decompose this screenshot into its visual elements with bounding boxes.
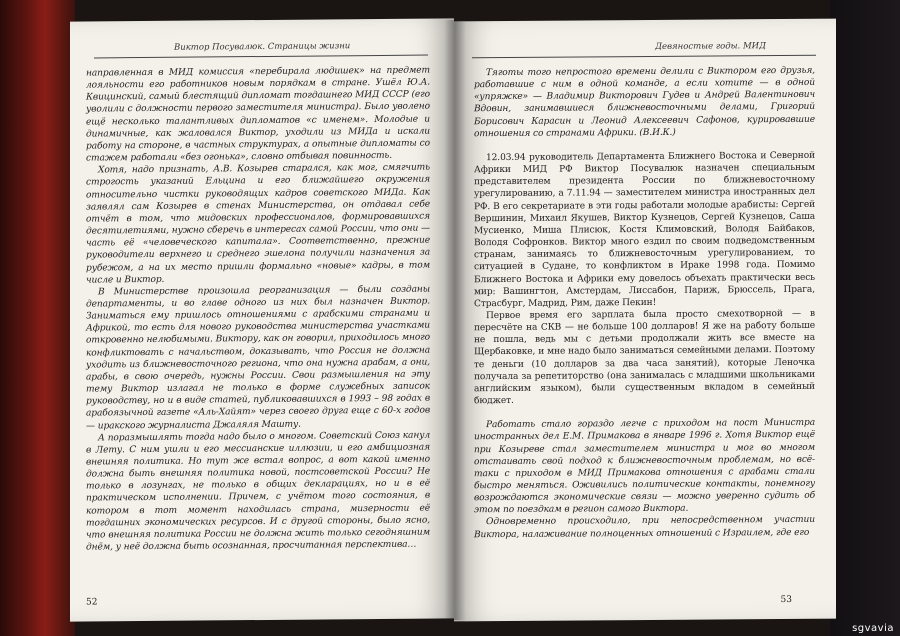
paragraph: В Министерстве произошла реорганизация — были созданы департаменты, и во главе одного из них был назначен Виктор. Заниматься ему пришлось отношениями с арабскими странами и Африкой, то есть для нового руководства министерства участками откровенно нелюбимыми. Виктору, как он говорил, приходилось много конфликтовать с начальством, доказывать, что Россия не должна уходить из ближневосточного региона, что она нужна арабам, а они, арабы, в свою очередь, нужны России. Свои размышления на эту тему Виктор излагал не только в форме служебных записок руководству, но и в виде статей, публиковавшихся в 1993 – 98 годах в арабоязычной газете «Аль-Хайят» через своего друга еще с 60-х годов — иракского журналиста Джаляля Машту. (86, 284, 430, 432)
head-rule-right (472, 55, 816, 58)
italic-quote-block: Тяготы того непростого времени делили с Виктором его друзья, работавшие с ним в одной команде, а если хотите — в одной «упряжке» — Владимир Викторович Гудев и Андрей Валентинович Вдовин, занимавшиеся ближневосточными делами, Григорий Борисович Карасин и Леонид Алексеевич Сафонов, курировавшие отношения со странами Африки. (В.И.К.) (474, 65, 815, 139)
watermark: sgvavia (852, 623, 894, 634)
paragraph: Хотя, надо признать, А.В. Козырев старался, как мог, смягчить строгость указаний Ельцина и его ближайшего окружения относительно чистки руководящих кадров советского МИДа. Как заявлял сам Козырев в стенах Министерства, он отдавал себе отчёт в том, что мидовских профессионалов, формировавшихся десятилетиями, нужно сберечь в интересах самой России, что они — часть её «человеческого капитала». Соответственно, прежние руководители верхнего и среднего эшелона получили назначения за рубежом, а на их место пришли формально «новые» кадры, в том числе и Виктор. (86, 162, 430, 286)
paragraph: Работать стало гораздо легче с приходом на пост Министра иностранных дел Е.М. Примакова в январе 1996 г. Хотя Виктор ещё при Козыреве стал заместителем министра и мог во многом отстаивать свой подход к ближневосточным проблемам, но всё-таки с приходом в МИД Примакова отношения с арабами стали быстро меняться. Оживились политические контакты, понемногу возрождаются экономические связи — можно уверенно судить об этом по поездкам в регион самого Виктора. (474, 418, 815, 516)
left-page (70, 18, 454, 621)
head-rule-left (94, 55, 428, 59)
paragraph: А поразмышлять тогда надо было о многом. Советский Союз канул в Лету. С ним ушли и его мессианские иллюзии, и его амбициозная внешняя политика. Но тут же встал вопрос, а вот какой именно должна быть внешняя политика новой, постсоветской России? Не только в лозунгах, не только в общих декларациях, но и в её практическом исполнении. Причем, с учётом того состояния, в котором в тот момент находилась страна, мизерности её тогдашних экономических ресурсов. И с другой стороны, было ясно, что внешняя политика России не должна жить только сегодняшним днём, у неё должна быть осознанная, просчитанная перспектива… (86, 430, 430, 553)
paragraph: Первое время его зарплата была просто смехотворной — в пересчёте на СКВ — не больше 100 долларов! Я же на работу больше не пошла, ведь мы с детьми продолжали жить все вместе на Щербаковке, и мне надо было заниматься семейными делами. Поэтому те деньги (10 долларов за два часа занятий), которые Леночка получала за репетиторство (она занималась с младшими школьниками английским языком), были существенным вкладом в семейный бюджет. (474, 308, 815, 407)
running-head-left: Виктор Посувалюк. Страницы жизни (174, 41, 351, 53)
background-left (0, 0, 75, 636)
right-page-body (474, 65, 815, 541)
book-gutter (444, 20, 466, 620)
background-right (830, 0, 900, 636)
page-number-right: 53 (780, 594, 792, 606)
page-number-left: 52 (86, 597, 98, 608)
paragraph: Одновременно происходило, при непосредственном участии Виктора, налаживание полноценных отношений с Израилем, где его (474, 515, 815, 540)
running-head-right: Девяностые годы. МИД (655, 41, 766, 52)
paragraph: 12.03.94 руководитель Департамента Ближнего Востока и Северной Африки МИД РФ Виктор Посувалюк назначен специальным представителем президента России по ближневосточному урегулированию, а 7.11.94 — заместителем министра иностранных дел РФ. В его секретариате в эти годы работали молодые арабисты: Сергей Вершинин, Михаил Якушев, Виктор Кузнецов, Сергей Кузнецов, Саша Мусиенко, Миша Плисюк, Костя Климовский, Володя Байбаков, Володя Софронков. Виктор много ездил по своим подведомственным странам, занимаясь то ближневосточным урегулированием, то ситуацией в Судане, то конфликтом в Ираке 1998 года. Помимо Ближнего Востока и Африки ему довелось объехать практически весь мир: Вашингтон, Амстердам, Лиссабон, Париж, Брюссель, Прага, Страсбург, Мадрид, Рим, даже Пекин! (474, 150, 815, 310)
left-page-body (86, 65, 430, 554)
paragraph: направленная в МИД комиссия «перебирала людишек» на предмет лояльности его работников новым порядкам в стране. Ушёл Ю.А. Квицинский, самый блестящий дипломат тогдашнего МИД СССР (его уволили с должности первого заместителя министра). Было уволено ещё несколько талантливых дипломатов «с именем». Молодые и динамичные, как жаловался Виктор, уходили из МИДа и искали работу на стороне, в частных структурах, а опытные дипломаты со стажем работали «без огонька», словно отбывая повинность. (86, 65, 430, 164)
right-page (454, 19, 836, 622)
